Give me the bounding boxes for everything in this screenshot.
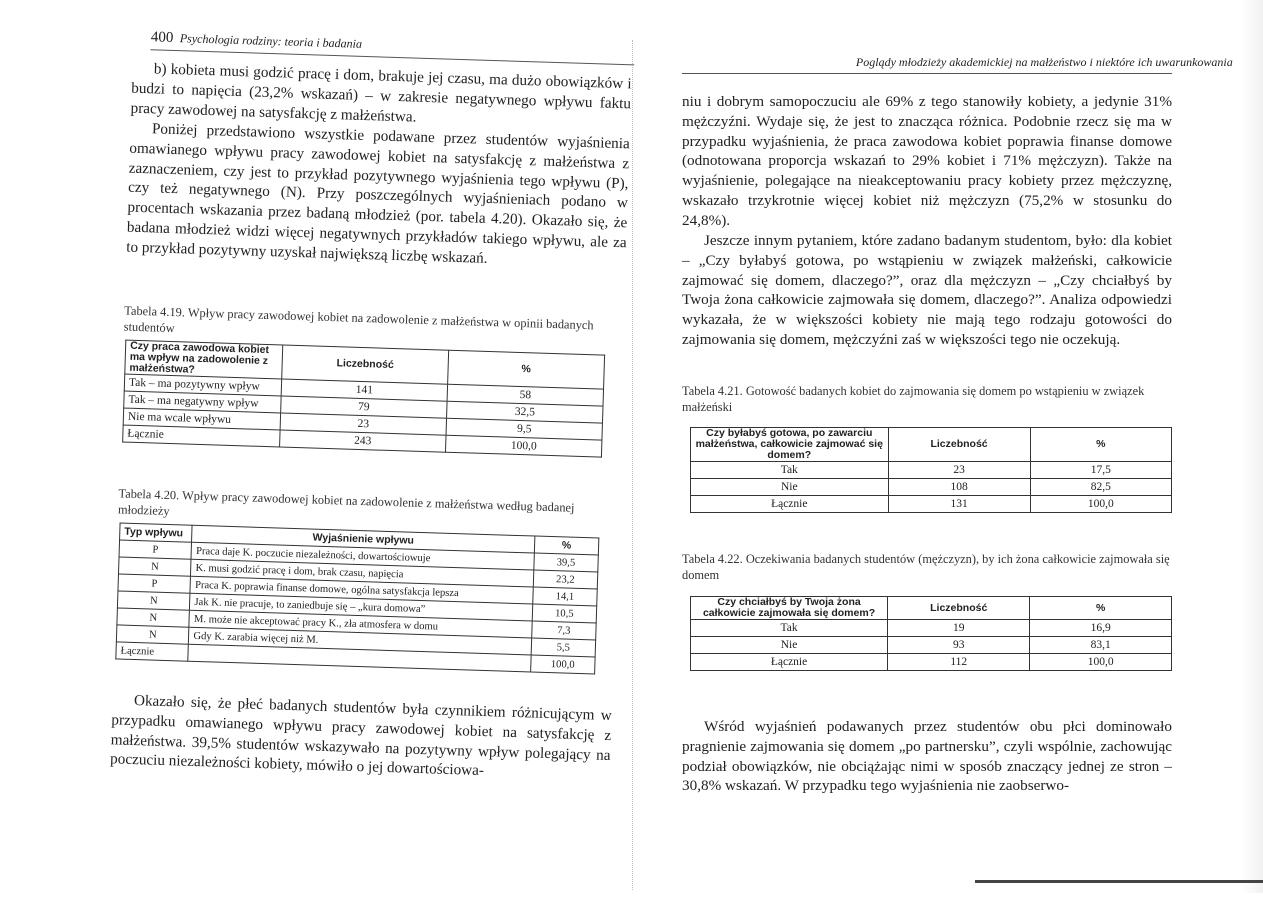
table-header-cell: % bbox=[1030, 428, 1171, 462]
table-cell: Gdy K. zarabia więcej niż M. bbox=[189, 627, 532, 655]
right-running-title: Poglądy młodzieży akademickiej na małżeństwo i niektóre ich uwarunkowania bbox=[856, 55, 1233, 69]
table-row bbox=[691, 479, 1172, 496]
table-header-cell: Liczebność bbox=[888, 597, 1030, 620]
left-paragraph-3: Okazało się, że płeć badanych studentów była czynnikiem różnicującym w przypadku omawianego wpływu pracy zawodowej kobiet na satysfakcję z małżeństwa. 39,5% studentów wskazywało na pozytywny wpływ polegający na poczuciu niezależności kobiety, mówiło o jej dowartościowa- bbox=[110, 690, 612, 785]
table-cell: Łącznie bbox=[691, 654, 888, 671]
table-header-cell: % bbox=[534, 536, 599, 555]
table-cell: N bbox=[116, 625, 189, 644]
scan-edge bbox=[1241, 0, 1263, 893]
table-422-caption: Tabela 4.22. Oczekiwania badanych studentów (mężczyzn), by ich żona całkowicie zajmowała się domem bbox=[682, 551, 1172, 583]
table-cell: 23 bbox=[280, 413, 447, 435]
table-cell: M. może nie akceptować pracy K., zła atmosfera w domu bbox=[189, 610, 532, 638]
table-header-cell: Liczebność bbox=[282, 345, 449, 384]
table-row bbox=[691, 496, 1172, 513]
table-cell: N bbox=[118, 557, 191, 576]
table-header-cell: Liczebność bbox=[888, 428, 1030, 462]
table-cell: 23,2 bbox=[533, 570, 598, 589]
table-cell: N bbox=[117, 608, 190, 627]
table-cell: 141 bbox=[281, 379, 448, 401]
table-cell: 19 bbox=[888, 620, 1030, 637]
right-paragraph-3: Wśród wyjaśnień podawanych przez studentów obu płci dominowało pragnienie zajmowania się domem „po partnersku”, czyli wspólnie, zachowując podział obowiązków, nie obciążając nimi w sposób znaczący jednej ze stron – 30,8% wskazań. W przypadku tego wyjaśnienia nie zaobserwo- bbox=[682, 717, 1172, 796]
table-cell: Jak K. nie pracuje, to zaniedbuje się – „kura domowa” bbox=[190, 593, 533, 621]
left-page-number: 400 bbox=[151, 29, 174, 46]
table-row bbox=[691, 637, 1172, 654]
table-cell: P bbox=[118, 574, 191, 593]
right-page bbox=[632, 0, 1263, 893]
table-cell: 32,5 bbox=[447, 401, 603, 423]
table-header-cell: Typ wpływu bbox=[120, 523, 193, 542]
scan-bottom-bar bbox=[975, 880, 1263, 883]
table-cell: 23 bbox=[888, 462, 1030, 479]
right-paragraph-1: niu i dobrym samopoczuciu ale 69% z tego stanowiły kobiety, a jedynie 31% mężczyźni. Wydaje się, że jest to znacząca różnica. Podobnie rzecz się ma w przypadku wyjaśnienia, że praca zawodowa kobiet poprawia finanse domowe (odnotowana proporcja wskazań to 29% kobiet i 71% mężczyzn). Także na wyjaśnienie, polegające na nieakceptowaniu pracy kobiety przez mężczyznę, wskazało trzykrotnie więcej kobiet niż mężczyzn (75,2% w stosunku do 24,8%). bbox=[682, 92, 1172, 231]
table-cell: Nie bbox=[691, 479, 889, 496]
right-header bbox=[732, 54, 1263, 71]
table-cell: 79 bbox=[280, 396, 447, 418]
table-cell: 243 bbox=[279, 430, 446, 452]
left-page bbox=[0, 0, 632, 893]
table-cell: 108 bbox=[888, 479, 1030, 496]
table-421 bbox=[690, 427, 1172, 513]
table-cell: 100,0 bbox=[446, 435, 602, 457]
table-header-row bbox=[691, 428, 1172, 462]
table-row bbox=[691, 654, 1172, 671]
table-cell: 100,0 bbox=[530, 655, 595, 674]
left-paragraph-1: b) kobieta musi godzić pracę i dom, brakuje jej czasu, ma dużo obowiązków i budzi to napięcia (23,2% wskazań) – w zakresie negatywnego wpływu faktu pracy zawodowej na satysfakcję z małżeństwa. bbox=[130, 59, 632, 134]
table-cell: 14,1 bbox=[533, 587, 598, 606]
left-running-title: Psychologia rodziny: teoria i badania bbox=[180, 31, 363, 51]
table-cell: 16,9 bbox=[1030, 620, 1172, 637]
table-422 bbox=[690, 596, 1172, 671]
table-419-caption: Tabela 4.19. Wpływ pracy zawodowej kobiet na zadowolenie z małżeństwa w opinii badanych studentów bbox=[124, 303, 625, 351]
table-row bbox=[691, 462, 1172, 479]
table-header-cell: Wyjaśnienie wpływu bbox=[192, 525, 535, 553]
table-cell: Łącznie bbox=[691, 496, 889, 513]
table-cell: Praca daje K. poczucie niezależności, dowartościowuje bbox=[191, 542, 534, 570]
table-cell: 9,5 bbox=[446, 418, 602, 440]
right-header-rule bbox=[682, 73, 1172, 74]
table-cell: Nie bbox=[691, 637, 888, 654]
table-row bbox=[691, 620, 1172, 637]
table-header-row bbox=[691, 597, 1172, 620]
table-cell: P bbox=[119, 540, 192, 559]
table-header-cell: Czy byłabyś gotowa, po zawarciu małżeństwa, całkowicie zajmować się domem? bbox=[691, 428, 889, 462]
table-cell: Tak bbox=[691, 620, 888, 637]
table-cell: 112 bbox=[888, 654, 1030, 671]
table-header-cell: Czy chciałbyś by Twoja żona całkowicie zajmowała się domem? bbox=[691, 597, 888, 620]
table-cell: K. musi godzić pracę i dom, brak czasu, napięcia bbox=[191, 559, 534, 587]
table-header-cell: % bbox=[448, 350, 605, 389]
right-paragraph-2: Jeszcze innym pytaniem, które zadano badanym studentom, było: dla kobiet – „Czy byłabyś gotowa, po wstąpieniu w związek małżeński, całkowicie zajmować się domem, dlaczego?”, oraz dla mężczyzn – „Czy chciałbyś by Twoja żona całkowicie zajmowała się domem, dlaczego?”. Analiza odpowiedzi wykazała, że w większości kobiety nie mają tego rodzaju gotowości do zajmowania się domem, mężczyźni zaś w większości tego nie oczekują. bbox=[682, 231, 1172, 350]
table-cell: 100,0 bbox=[1030, 654, 1172, 671]
table-cell: Tak – ma negatywny wpływ bbox=[124, 391, 281, 413]
table-cell: Tak bbox=[691, 462, 889, 479]
table-cell: 58 bbox=[447, 384, 603, 406]
table-cell: 82,5 bbox=[1030, 479, 1171, 496]
table-cell: 93 bbox=[888, 637, 1030, 654]
table-421-caption: Tabela 4.21. Gotowość badanych kobiet do zajmowania się domem po wstąpieniu w związek małżeński bbox=[682, 383, 1172, 415]
table-header-cell: % bbox=[1030, 597, 1172, 620]
table-420 bbox=[115, 522, 599, 674]
table-cell: Nie ma wcale wpływu bbox=[123, 408, 280, 430]
table-cell: 5,5 bbox=[531, 638, 596, 657]
table-419 bbox=[122, 340, 605, 458]
table-cell: Tak – ma pozytywny wpływ bbox=[124, 374, 281, 396]
table-cell: 39,5 bbox=[534, 553, 599, 572]
table-cell: 131 bbox=[888, 496, 1030, 513]
table-cell: 7,3 bbox=[531, 621, 596, 640]
table-cell: 100,0 bbox=[1030, 496, 1171, 513]
table-cell: Łącznie bbox=[116, 642, 189, 661]
table-cell: Łącznie bbox=[123, 425, 280, 447]
table-420-caption: Tabela 4.20. Wpływ pracy zawodowej kobiet na zadowolenie z małżeństwa według badanej młodzieży bbox=[118, 485, 619, 533]
left-paragraph-2: Poniżej przedstawiono wszystkie podawane przez studentów wyjaśnienia omawianego wpływu pracy zawodowej kobiet na satysfakcję z małżeństwa z zaznaczeniem, czy jest to przykład pozytywnego wyjaśnienia tego wpływu (P), czy też negatywnego (N). Przy poszczególnych wyjaśnieniach podano w procentach wskazania przez badaną młodzież (por. tabela 4.20). Okazało się, że badana młodzież widzi więcej negatywnych przykładów takiego wpływu, ale za to przykład pozytywny uzyskał największą liczbę wskazań. bbox=[126, 119, 630, 273]
table-cell: 83,1 bbox=[1030, 637, 1172, 654]
table-header-cell: Czy praca zawodowa kobiet ma wpływ na zadowolenie z małżeństwa? bbox=[125, 340, 283, 379]
table-cell: 10,5 bbox=[532, 604, 597, 623]
table-cell: Praca K. poprawia finanse domowe, ogólna satysfakcja lepsza bbox=[190, 576, 533, 604]
table-cell: 17,5 bbox=[1030, 462, 1171, 479]
table-cell: N bbox=[117, 591, 190, 610]
